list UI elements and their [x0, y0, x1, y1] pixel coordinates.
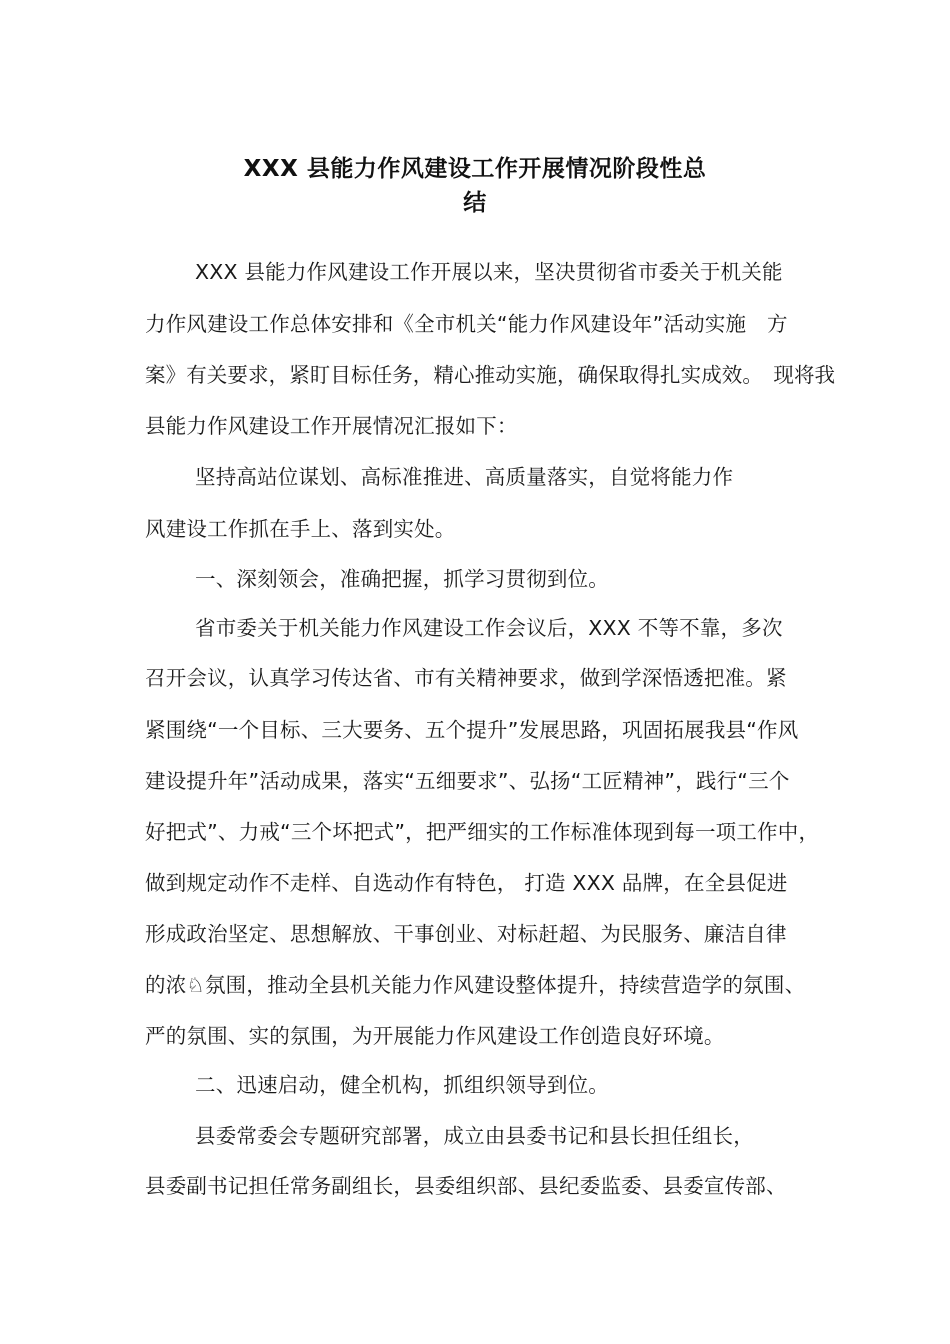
- paragraph-line: XXX 县能力作风建设工作开展以来，坚决贯彻省市委关于机关能: [195, 260, 783, 284]
- section-heading: 二、迅速启动，健全机构，抓组织领导到位。: [195, 1073, 609, 1097]
- paragraph-line: 县委常委会专题研究部署，成立由县委书记和县长担任组长，: [195, 1124, 754, 1148]
- paragraph-line: 紧围绕“一个目标、三大要务、五个提升”发展思路，巩固拓展我县“作风: [145, 718, 799, 742]
- paragraph-line: 坚持高站位谋划、高标准推进、高质量落实，自觉将能力作: [195, 465, 734, 489]
- document-title-line-1: XXX 县能力作风建设工作开展情况阶段性总: [243, 156, 707, 182]
- paragraph-line: 案》有关要求，紧盯目标任务，精心推动实施，确保取得扎实成效。 现将我: [145, 363, 836, 387]
- paragraph-line: 省市委关于机关能力作风建设工作会议后，XXX 不等不靠，多次: [195, 616, 783, 640]
- paragraph-line: 严的氛围、实的氛围，为开展能力作风建设工作创造良好环境。: [145, 1024, 725, 1048]
- paragraph-line: 的浓♘氛围，推动全县机关能力作风建设整体提升，持续营造学的氛围、: [145, 973, 806, 997]
- paragraph-line: 风建设工作抓在手上、落到实处。: [145, 517, 456, 541]
- paragraph-line: 做到规定动作不走样、自选动作有特色， 打造 XXX 品牌，在全县促进: [145, 871, 788, 895]
- section-heading: 一、深刻领会，准确把握，抓学习贯彻到位。: [195, 567, 609, 591]
- paragraph-line: 县委副书记担任常务副组长，县委组织部、县纪委监委、县委宣传部、: [145, 1174, 787, 1198]
- document-title-line-2: 结: [463, 190, 487, 216]
- paragraph-line: 县能力作风建设工作开展情况汇报如下：: [145, 414, 518, 438]
- paragraph-line: 好把式”、力戒“三个坏把式”，把严细实的工作标准体现到每一项工作中，: [145, 820, 820, 844]
- paragraph-line: 召开会议，认真学习传达省、市有关精神要求，做到学深悟透把准。紧: [145, 666, 787, 690]
- paragraph-line: 形成政治坚定、思想解放、干事创业、对标赶超、为民服务、廉洁自律: [145, 922, 787, 946]
- paragraph-line: 建设提升年”活动成果，落实“五细要求”、弘扬“工匠精神”，践行“三个: [145, 769, 790, 793]
- paragraph-line: 力作风建设工作总体安排和《全市机关“能力作风建设年”活动实施 方: [145, 312, 788, 336]
